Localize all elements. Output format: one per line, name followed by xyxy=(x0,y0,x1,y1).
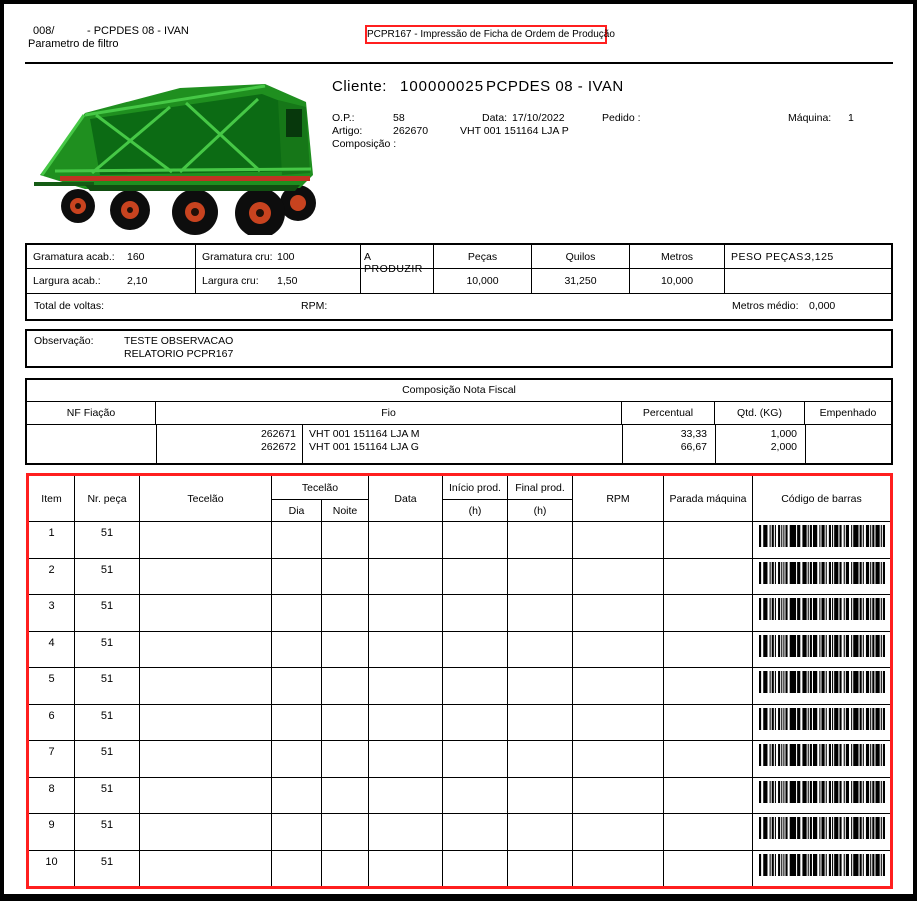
largura-acab-cell xyxy=(27,269,196,293)
cell-codigo-barras xyxy=(753,851,890,887)
cell-noite xyxy=(322,705,369,741)
table-row xyxy=(29,559,890,596)
cell-parada-maquina xyxy=(664,595,753,631)
cell-item xyxy=(29,668,75,704)
nf-col-fiacao: NF Fiação xyxy=(27,402,156,424)
cell-item xyxy=(29,559,75,595)
cell-tecelao xyxy=(140,668,272,704)
cell-data xyxy=(369,814,443,850)
cell-tecelao xyxy=(140,814,272,850)
cell-dia xyxy=(272,851,322,887)
cell-noite xyxy=(322,851,369,887)
peso-pecas-label: PESO PEÇAS: xyxy=(731,251,808,263)
col-noite: Noite xyxy=(332,504,358,517)
barcode-image xyxy=(759,817,885,839)
barcode-image xyxy=(759,744,885,766)
observacao-line1: TESTE OBSERVACAO xyxy=(124,335,234,347)
col-nr-peca: Nr. peça xyxy=(75,476,140,521)
cell-data xyxy=(369,778,443,814)
col-tecelao-group xyxy=(272,476,369,521)
nr-peca-value: 51 xyxy=(100,600,114,612)
cell-parada-maquina xyxy=(664,559,753,595)
data-label: Data: xyxy=(482,112,508,124)
op-value: 58 xyxy=(393,112,405,124)
nf-fio-desc: VHT 001 151164 LJA M xyxy=(309,428,420,440)
largura-cru-label: Largura cru: xyxy=(202,275,259,287)
cell-nr-peca xyxy=(75,814,140,850)
cell-noite xyxy=(322,522,369,558)
cell-final-prod xyxy=(508,559,573,595)
cell-rpm xyxy=(573,595,664,631)
cell-final-prod xyxy=(508,632,573,668)
cell-data xyxy=(369,522,443,558)
nr-peca-value: 51 xyxy=(100,819,114,831)
cell-noite xyxy=(322,595,369,631)
op-label: O.P.: xyxy=(332,112,355,124)
barcode-image xyxy=(759,598,885,620)
nf-col-empenhado: Empenhado xyxy=(819,407,877,419)
cell-rpm xyxy=(573,814,664,850)
cell-dia xyxy=(272,632,322,668)
quilos-header: Quilos xyxy=(532,245,630,268)
cell-codigo-barras xyxy=(753,741,890,777)
col-tecelao-group-label: Tecelão xyxy=(272,476,368,500)
nr-peca-value: 51 xyxy=(100,527,114,539)
cell-inicio-prod xyxy=(443,559,508,595)
cell-inicio-prod xyxy=(443,851,508,887)
cell-item xyxy=(29,851,75,887)
report-page-title: - PCPDES 08 - IVAN xyxy=(87,25,189,37)
cell-data xyxy=(369,741,443,777)
col-inicio-prod xyxy=(443,476,508,521)
cell-data xyxy=(369,705,443,741)
metros-medio-label: Metros médio: xyxy=(732,300,799,312)
barcode-image xyxy=(759,562,885,584)
composicao-label: Composição : xyxy=(332,138,397,150)
cell-noite xyxy=(322,632,369,668)
cell-tecelao xyxy=(140,522,272,558)
gramatura-cru-value: 100 xyxy=(277,251,295,263)
cell-parada-maquina xyxy=(664,522,753,558)
cell-inicio-prod xyxy=(443,522,508,558)
cell-tecelao xyxy=(140,559,272,595)
table-row xyxy=(29,595,890,632)
cell-rpm xyxy=(573,632,664,668)
cell-parada-maquina xyxy=(664,814,753,850)
cell-data xyxy=(369,559,443,595)
cell-dia xyxy=(272,705,322,741)
production-table-body xyxy=(29,522,890,886)
table-row xyxy=(29,632,890,669)
pecas-header: Peças xyxy=(434,245,532,268)
nr-peca-value: 51 xyxy=(100,709,114,722)
header-divider xyxy=(25,62,893,64)
a-produzir-label: A PRODUZIR xyxy=(361,245,434,268)
nf-row xyxy=(27,428,891,440)
peso-empty-cell xyxy=(725,269,891,293)
gramatura-cru-label: Gramatura cru: xyxy=(202,251,273,263)
barcode-image xyxy=(759,671,885,693)
metros-medio-value: 0,000 xyxy=(809,300,836,312)
cell-final-prod xyxy=(508,668,573,704)
cell-parada-maquina xyxy=(664,778,753,814)
col-final-prod-label: Final prod. xyxy=(508,476,572,500)
report-page-code: 008/ xyxy=(33,25,55,37)
cell-tecelao xyxy=(140,632,272,668)
cell-tecelao xyxy=(140,778,272,814)
gramatura-acab-value: 160 xyxy=(127,251,145,263)
cell-final-prod xyxy=(508,522,573,558)
col-inicio-prod-label: Início prod. xyxy=(443,476,507,500)
cell-inicio-prod xyxy=(443,778,508,814)
nr-peca-value: 51 xyxy=(100,746,114,758)
cell-codigo-barras xyxy=(753,778,890,814)
cell-final-prod xyxy=(508,595,573,631)
cell-codigo-barras xyxy=(753,595,890,631)
cell-final-prod xyxy=(508,741,573,777)
cell-noite xyxy=(322,668,369,704)
largura-cru-value: 1,50 xyxy=(277,275,298,287)
cell-rpm xyxy=(573,705,664,741)
nr-peca-value: 51 xyxy=(100,636,114,649)
col-final-prod xyxy=(508,476,573,521)
gramatura-acab-label: Gramatura acab.: xyxy=(33,251,115,263)
cell-codigo-barras xyxy=(753,522,890,558)
cell-final-prod xyxy=(508,814,573,850)
metros-value: 10,000 xyxy=(630,269,725,293)
table-row xyxy=(29,851,890,887)
cell-inicio-prod xyxy=(443,814,508,850)
observacao-line2: RELATORIO PCPR167 xyxy=(124,348,234,360)
production-table-header xyxy=(29,476,890,522)
nf-col-fio: Fio xyxy=(156,402,622,424)
peso-pecas-cell xyxy=(725,245,891,268)
nf-col-percentual: Percentual xyxy=(622,402,715,424)
cell-nr-peca xyxy=(75,851,140,887)
cell-codigo-barras xyxy=(753,668,890,704)
cell-inicio-prod xyxy=(443,668,508,704)
item-number: 5 xyxy=(48,673,55,685)
cell-final-prod xyxy=(508,851,573,887)
cell-final-prod xyxy=(508,778,573,814)
table-row xyxy=(29,668,890,705)
nf-percentual: 66,67 xyxy=(680,441,707,453)
cell-parada-maquina xyxy=(664,851,753,887)
cell-tecelao xyxy=(140,851,272,887)
cliente-label: Cliente: xyxy=(332,78,387,95)
cliente-code: 100000025 xyxy=(400,78,485,95)
cell-item xyxy=(29,741,75,777)
nf-percentual: 33,33 xyxy=(680,428,707,440)
cell-rpm xyxy=(573,778,664,814)
cell-dia xyxy=(272,559,322,595)
artigo-label: Artigo: xyxy=(332,125,363,137)
cell-final-prod xyxy=(508,705,573,741)
cell-item xyxy=(29,595,75,631)
cell-nr-peca xyxy=(75,778,140,814)
nf-qtd: 2,000 xyxy=(770,441,797,453)
largura-acab-value: 2,10 xyxy=(127,275,148,287)
filter-label: Parametro de filtro xyxy=(28,38,119,50)
cell-inicio-prod xyxy=(443,595,508,631)
cell-nr-peca xyxy=(75,705,140,741)
barcode-image xyxy=(759,854,885,876)
cell-parada-maquina xyxy=(664,668,753,704)
nf-table xyxy=(25,378,893,465)
nr-peca-value: 51 xyxy=(100,782,114,795)
totals-row xyxy=(27,294,891,319)
total-voltas-label: Total de voltas: xyxy=(34,300,105,312)
cell-rpm xyxy=(573,851,664,887)
observacao-box xyxy=(25,329,893,368)
cell-rpm xyxy=(573,559,664,595)
table-row xyxy=(29,778,890,815)
item-number: 3 xyxy=(48,600,55,612)
col-codigo-barras: Código de barras xyxy=(781,492,862,505)
nr-peca-value: 51 xyxy=(100,855,114,868)
col-rpm: RPM xyxy=(573,476,664,521)
cell-inicio-prod xyxy=(443,632,508,668)
trailer-image xyxy=(30,75,330,235)
cell-item xyxy=(29,814,75,850)
barcode-image xyxy=(759,525,885,547)
col-dia: Dia xyxy=(272,500,322,521)
table-row xyxy=(29,814,890,851)
cell-rpm xyxy=(573,522,664,558)
nr-peca-value: 51 xyxy=(100,563,114,576)
cell-dia xyxy=(272,595,322,631)
cell-codigo-barras xyxy=(753,632,890,668)
spec-table xyxy=(25,243,893,321)
col-data: Data xyxy=(369,476,443,521)
col-tecelao: Tecelão xyxy=(140,476,272,521)
cell-tecelao xyxy=(140,741,272,777)
cell-rpm xyxy=(573,741,664,777)
cell-item xyxy=(29,522,75,558)
largura-acab-label: Largura acab.: xyxy=(33,275,101,287)
observacao-label: Observação: xyxy=(34,335,94,347)
cell-inicio-prod xyxy=(443,705,508,741)
nf-fio-desc: VHT 001 151164 LJA G xyxy=(309,441,419,453)
a-produzir-empty-cell xyxy=(361,269,434,293)
peso-pecas-value: 3,125 xyxy=(805,251,834,263)
pedido-label: Pedido : xyxy=(602,112,641,124)
wheels xyxy=(61,185,316,235)
cell-noite xyxy=(322,778,369,814)
nf-fio-code: 262672 xyxy=(260,441,296,453)
table-row xyxy=(29,705,890,742)
cell-nr-peca xyxy=(75,668,140,704)
gramatura-acab-cell xyxy=(27,245,196,268)
artigo-code: 262670 xyxy=(393,125,429,137)
cell-data xyxy=(369,668,443,704)
cell-nr-peca xyxy=(75,632,140,668)
cell-tecelao xyxy=(140,595,272,631)
cell-dia xyxy=(272,814,322,850)
nr-peca-value: 51 xyxy=(100,673,114,685)
nf-col-qtd: Qtd. (KG) xyxy=(715,402,805,424)
item-number: 6 xyxy=(48,709,55,722)
table-row xyxy=(29,741,890,778)
cell-codigo-barras xyxy=(753,705,890,741)
cell-nr-peca xyxy=(75,559,140,595)
col-parada-maquina: Parada máquina xyxy=(664,476,753,521)
nf-table-body xyxy=(27,425,891,463)
gramatura-cru-cell xyxy=(196,245,361,268)
barcode-image xyxy=(759,781,885,803)
cell-data xyxy=(369,851,443,887)
production-table xyxy=(26,473,893,889)
cell-nr-peca xyxy=(75,522,140,558)
cell-item xyxy=(29,778,75,814)
cliente-name: PCPDES 08 - IVAN xyxy=(486,78,624,95)
col-inicio-unit: (h) xyxy=(468,504,482,517)
pecas-value: 10,000 xyxy=(434,269,532,293)
cell-parada-maquina xyxy=(664,632,753,668)
cell-dia xyxy=(272,741,322,777)
nf-qtd: 1,000 xyxy=(770,428,797,440)
item-number: 7 xyxy=(48,746,55,758)
barcode-image xyxy=(759,635,885,657)
table-row xyxy=(29,522,890,559)
cell-dia xyxy=(272,522,322,558)
metros-header: Metros xyxy=(630,245,725,268)
maquina-value: 1 xyxy=(848,112,854,124)
maquina-label: Máquina: xyxy=(788,112,832,124)
cell-noite xyxy=(322,741,369,777)
cell-nr-peca xyxy=(75,595,140,631)
largura-cru-cell xyxy=(196,269,361,293)
item-number: 10 xyxy=(45,855,58,868)
cell-item xyxy=(29,705,75,741)
cell-data xyxy=(369,632,443,668)
item-number: 2 xyxy=(48,563,55,576)
item-number: 8 xyxy=(48,782,55,795)
report-title: PCPR167 - Impressão de Ficha de Ordem de Produção xyxy=(367,29,615,40)
rpm-label: RPM: xyxy=(301,300,328,312)
cell-codigo-barras xyxy=(753,559,890,595)
cell-parada-maquina xyxy=(664,705,753,741)
cell-dia xyxy=(272,668,322,704)
nf-table-title: Composição Nota Fiscal xyxy=(27,380,891,402)
cell-codigo-barras xyxy=(753,814,890,850)
data-value: 17/10/2022 xyxy=(512,112,565,124)
col-final-unit: (h) xyxy=(533,504,547,517)
cell-noite xyxy=(322,559,369,595)
cell-tecelao xyxy=(140,705,272,741)
cell-dia xyxy=(272,778,322,814)
cell-inicio-prod xyxy=(443,741,508,777)
cell-data xyxy=(369,595,443,631)
item-number: 4 xyxy=(48,636,55,649)
report-title-box xyxy=(365,25,615,44)
cell-parada-maquina xyxy=(664,741,753,777)
nf-row xyxy=(27,441,891,453)
item-number: 1 xyxy=(48,527,55,539)
cell-item xyxy=(29,632,75,668)
col-item: Item xyxy=(29,476,75,521)
cell-noite xyxy=(322,814,369,850)
nf-fio-code: 262671 xyxy=(260,428,296,440)
cell-nr-peca xyxy=(75,741,140,777)
cell-rpm xyxy=(573,668,664,704)
quilos-value: 31,250 xyxy=(532,269,630,293)
barcode-image xyxy=(759,708,885,730)
artigo-desc: VHT 001 151164 LJA P xyxy=(460,125,569,137)
trailer-body xyxy=(34,84,313,191)
item-number: 9 xyxy=(48,819,55,831)
